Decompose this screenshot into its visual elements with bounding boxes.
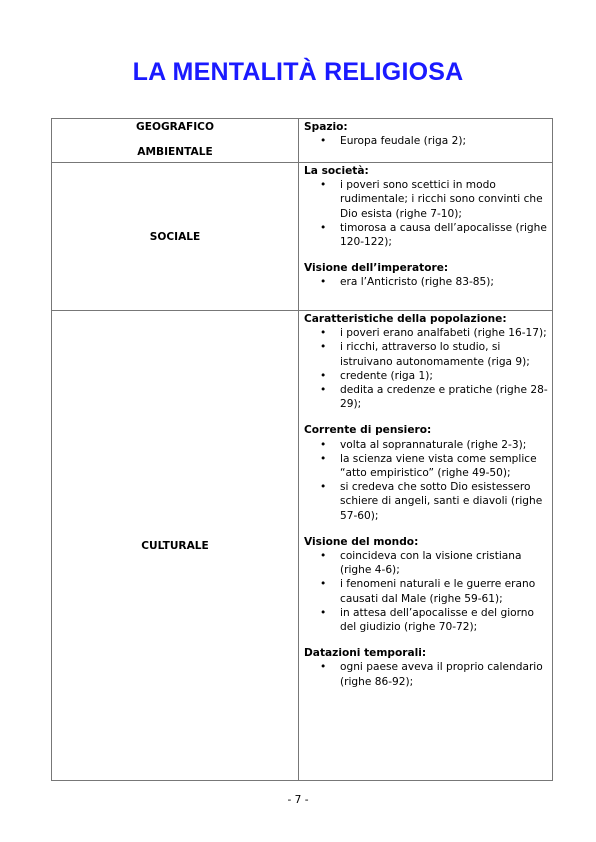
row-label-culturale: CULTURALE: [141, 539, 209, 552]
bullet-list: [304, 549, 548, 634]
row-content-cell: [299, 311, 553, 781]
list-item: • si credeva che sotto Dio esistessero schiere di angeli, santi e diavoli (righe 57-60);: [340, 480, 548, 523]
page-number: - 7 -: [287, 794, 309, 806]
list-item: • ogni paese aveva il proprio calendario (righe 86-92);: [340, 660, 548, 688]
row-content-cell: [299, 119, 553, 163]
row-label-ambientale: AMBIENTALE: [137, 146, 213, 158]
list-item: • volta al soprannaturale (righe 2-3);: [340, 438, 548, 452]
section-heading-datazioni: Datazioni temporali:: [304, 647, 427, 660]
page-title: LA MENTALITÀ RELIGIOSA: [132, 58, 464, 86]
row-label-cell: [52, 119, 299, 163]
list-item: • i poveri sono scettici in modo rudimentale; i ricchi sono convinti che Dio esista (righe 7-10);: [340, 178, 548, 221]
list-item: • coincideva con la visione cristiana (righe 4-6);: [340, 549, 548, 577]
analysis-table: [51, 118, 553, 781]
table-row-sociale: [52, 163, 553, 311]
list-item: • i fenomeni naturali e le guerre erano causati dal Male (righe 59-61);: [340, 577, 548, 605]
list-item: • dedita a credenze e pratiche (righe 28-29);: [340, 383, 548, 411]
row-label-cell: [52, 163, 299, 311]
bullet-list: [304, 660, 548, 688]
section-heading-societa: La società:: [304, 165, 369, 177]
table-row-geografico: [52, 119, 553, 163]
section-heading-pensiero: Corrente di pensiero:: [304, 424, 432, 437]
bullet-list: [304, 275, 548, 289]
table-row-culturale: [52, 311, 553, 781]
list-item: • in attesa dell’apocalisse e del giorno del giudizio (righe 70-72);: [340, 606, 548, 634]
list-item: • credente (riga 1);: [340, 369, 548, 383]
section-heading-mondo: Visione del mondo:: [304, 535, 419, 548]
row-content-cell: [299, 163, 553, 311]
list-item: • la scienza viene vista come semplice “atto empiristico” (righe 49-50);: [340, 452, 548, 480]
row-label-cell: [52, 311, 299, 781]
section-heading-popolazione: Caratteristiche della popolazione:: [304, 313, 507, 325]
list-item: • i ricchi, attraverso lo studio, si istruivano autonomamente (riga 9);: [340, 340, 548, 368]
bullet-list: [304, 134, 548, 148]
section-heading-imperatore: Visione dell’imperatore:: [304, 262, 449, 275]
section-heading-spazio: Spazio:: [304, 121, 348, 133]
row-label-geografico: GEOGRAFICO: [136, 121, 214, 133]
list-item: • Europa feudale (riga 2);: [340, 134, 548, 148]
list-item: • i poveri erano analfabeti (righe 16-17);: [340, 326, 548, 340]
bullet-list: [304, 326, 548, 411]
row-label-sociale: SOCIALE: [149, 230, 201, 243]
list-item: • era l’Anticristo (righe 83-85);: [340, 275, 548, 289]
bullet-list: [304, 178, 548, 249]
bullet-list: [304, 438, 548, 523]
list-item: • timorosa a causa dell’apocalisse (righe 120-122);: [340, 221, 548, 249]
